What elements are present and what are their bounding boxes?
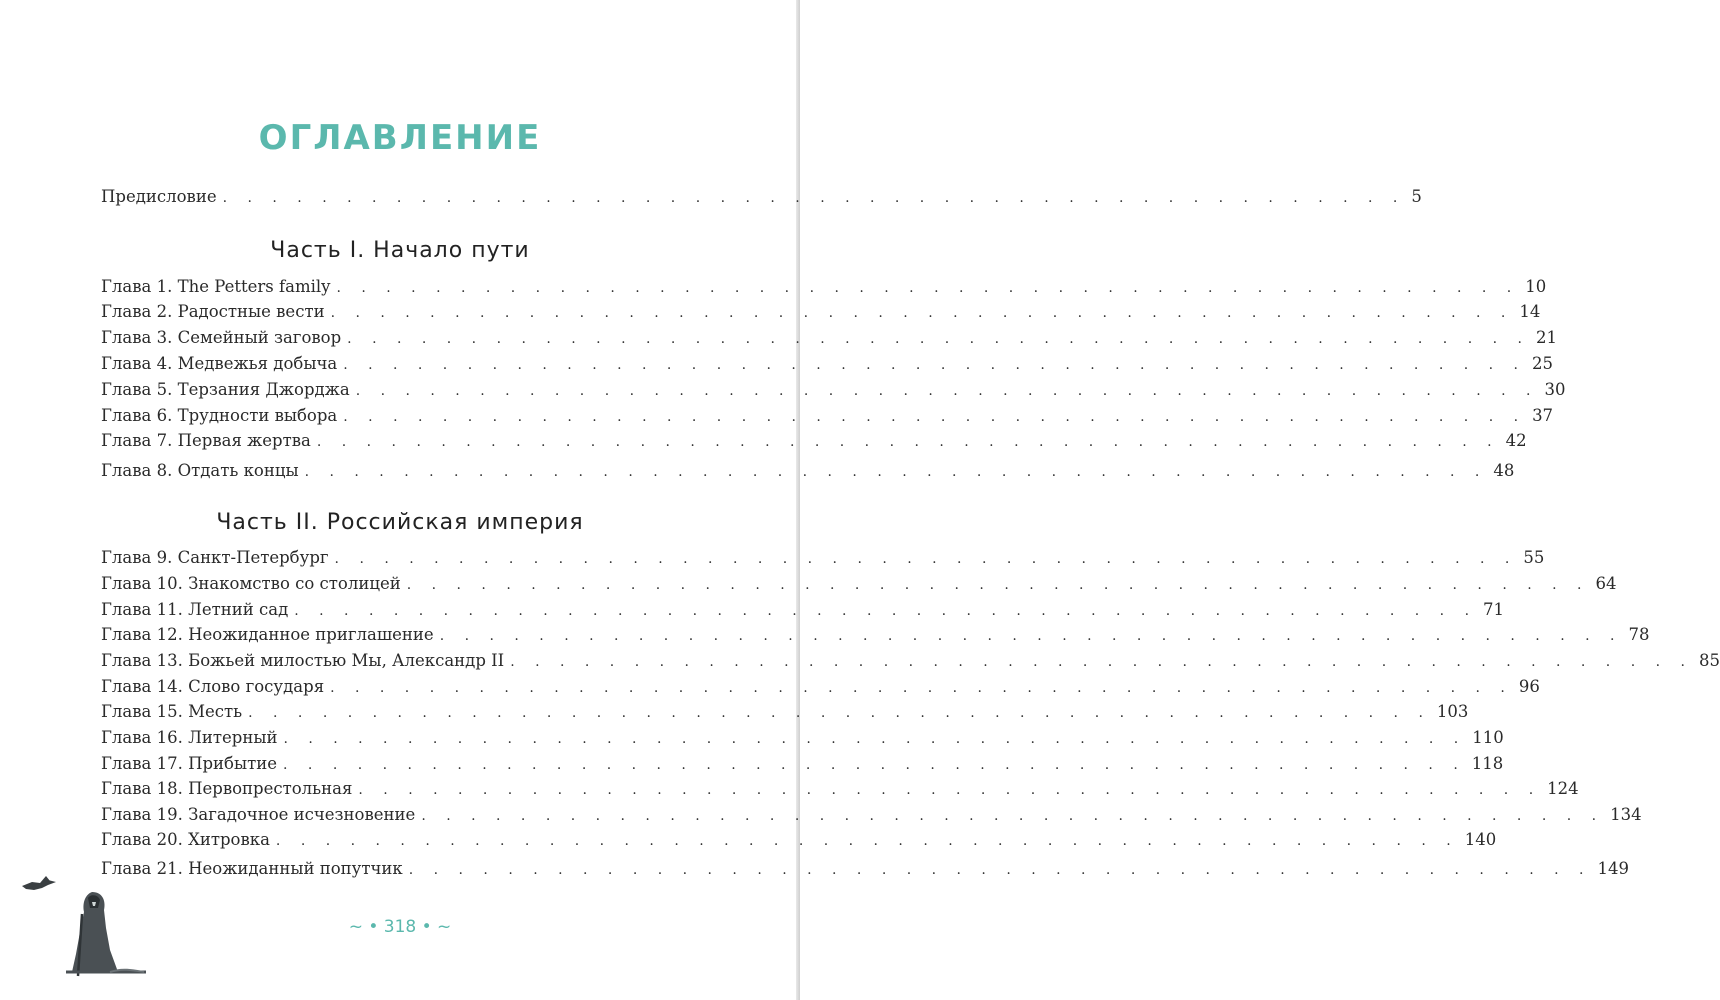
- dot-leader: . . . . . . . . . . . . . . . . . . . . . . . . . . . . . . . . . . . . . . . . . . . . . . . .: [248, 705, 1431, 721]
- dot-leader: . . . . . . . . . . . . . . . . . . . . . . . . . . . . . . . . . . . . . . . . . . . . . . . .: [358, 782, 1542, 798]
- toc-row[interactable]: [101, 461, 1515, 485]
- toc-row[interactable]: [101, 677, 1540, 701]
- toc-page-number: 118: [1471, 754, 1504, 773]
- dot-leader: . . . . . . . . . . . . . . . . . . . . . . . . . . . . . . . . . . . . . . . . . . . . . . . .: [275, 833, 1459, 849]
- toc-label: Глава 20. Хитровка: [101, 830, 270, 849]
- dot-leader: . . . . . . . . . . . . . . . . . . . . . . . . . . . . . . . . . . . . . . . . . . . . . . . .: [355, 383, 1539, 399]
- dot-leader: . . . . . . . . . . . . . . . . . . . . . . . . . . . . . . . . . . . . . . . . . . . . . . . .: [316, 434, 1500, 450]
- dot-leader: . . . . . . . . . . . . . . . . . . . . . . . . . . . . . . . . . . . . . . . . . . . . . . . .: [294, 603, 1478, 619]
- toc-label: Глава 2. Радостные вести: [101, 302, 325, 321]
- toc-row[interactable]: [101, 548, 1545, 572]
- toc-page-number: 30: [1544, 380, 1566, 399]
- dot-leader: . . . . . . . . . . . . . . . . . . . . . . . . . . . . . . . . . . . . . . . . . . . . . . . .: [283, 757, 1466, 773]
- dot-leader: . . . . . . . . . . . . . . . . . . . . . . . . . . . . . . . . . . . . . . . . . . . . . . . .: [408, 862, 1592, 878]
- toc-page-number: 134: [1610, 805, 1642, 824]
- toc-page-number: 71: [1483, 600, 1505, 619]
- toc-label: Глава 14. Слово государя: [101, 677, 325, 696]
- toc-label: Глава 15. Месть: [101, 702, 243, 721]
- dot-leader: . . . . . . . . . . . . . . . . . . . . . . . . . . . . . . . . . . . . . . . . . . . . . . . .: [510, 654, 1693, 670]
- toc-row[interactable]: [101, 406, 1554, 430]
- toc-page-number: 64: [1595, 574, 1617, 593]
- toc-label: Глава 7. Первая жертва: [101, 431, 311, 450]
- toc-page-number: 96: [1518, 677, 1540, 696]
- crow-icon: [22, 876, 56, 890]
- part-heading: Часть II. Российская империя: [216, 510, 584, 535]
- toc-row[interactable]: [101, 702, 1469, 726]
- toc-label: Глава 17. Прибытие: [101, 754, 278, 773]
- toc-row[interactable]: [101, 328, 1557, 352]
- toc-page-number: 55: [1523, 548, 1545, 567]
- dot-leader: . . . . . . . . . . . . . . . . . . . . . . . . . . . . . . . . . . . . . . . . . . . . . . . .: [304, 464, 1488, 480]
- toc-label: Глава 18. Первопрестольная: [101, 779, 353, 798]
- dot-leader: . . . . . . . . . . . . . . . . . . . . . . . . . . . . . . . . . . . . . . . . . . . . . . . .: [406, 577, 1590, 593]
- toc-page-number: 25: [1531, 354, 1553, 373]
- toc-page-number: 110: [1472, 728, 1504, 747]
- toc-page-number: 103: [1436, 702, 1469, 721]
- toc-label: Глава 1. The Petters family: [101, 277, 331, 296]
- toc-row[interactable]: [101, 625, 1650, 649]
- toc-page-number: 10: [1525, 277, 1547, 296]
- toc-label: Глава 5. Терзания Джорджа: [101, 380, 350, 399]
- toc-page-number: 37: [1532, 406, 1554, 425]
- toc-label: Глава 8. Отдать концы: [101, 461, 299, 480]
- dot-leader: . . . . . . . . . . . . . . . . . . . . . . . . . . . . . . . . . . . . . . . . . . . . . . . .: [439, 628, 1623, 644]
- toc-page-number: 42: [1505, 431, 1527, 450]
- toc-label: Глава 12. Неожиданное приглашение: [101, 625, 434, 644]
- toc-page-number: 140: [1464, 830, 1497, 849]
- toc-label: Глава 11. Летний сад: [101, 600, 289, 619]
- toc-row[interactable]: [101, 380, 1566, 404]
- toc-row[interactable]: [101, 651, 1720, 675]
- toc-row[interactable]: [101, 277, 1547, 301]
- dot-leader: . . . . . . . . . . . . . . . . . . . . . . . . . . . . . . . . . . . . . . . . . . . . . . . .: [336, 280, 1520, 296]
- toc-label: Глава 21. Неожиданный попутчик: [101, 859, 403, 878]
- toc-row[interactable]: [101, 830, 1497, 854]
- toc-page-number: 48: [1493, 461, 1515, 480]
- toc-page-number: 149: [1597, 859, 1629, 878]
- toc-row[interactable]: [101, 728, 1504, 752]
- dot-leader: . . . . . . . . . . . . . . . . . . . . . . . . . . . . . . . . . . . . . . . . . . . . . . . .: [330, 680, 1513, 696]
- toc-row[interactable]: [101, 805, 1642, 829]
- toc-row[interactable]: [101, 574, 1617, 598]
- page-number: ~ • 318 • ~: [348, 917, 452, 937]
- toc-label: Глава 3. Семейный заговор: [101, 328, 342, 347]
- toc-label: Глава 16. Литерный: [101, 728, 278, 747]
- dot-leader: . . . . . . . . . . . . . . . . . . . . . . . . . . . . . . . . . . . . . . . . . . . . . . . .: [343, 409, 1527, 425]
- dot-leader: . . . . . . . . . . . . . . . . . . . . . . . . . . . . . . . . . . . . . . . . . . . . . . . .: [421, 808, 1605, 824]
- toc-row[interactable]: [101, 354, 1553, 378]
- dot-leader: . . . . . . . . . . . . . . . . . . . . . . . . . . . . . . . . . . . . . . . . . . . . . . . .: [334, 551, 1518, 567]
- toc-label: Глава 10. Знакомство со столицей: [101, 574, 401, 593]
- toc-page-number: 5: [1411, 187, 1422, 206]
- toc-label: Глава 13. Божьей милостью Мы, Александр II: [101, 651, 505, 670]
- toc-row[interactable]: [101, 600, 1505, 624]
- toc-page-number: 124: [1547, 779, 1579, 798]
- toc-page-number: 14: [1519, 302, 1541, 321]
- toc-page-number: 85: [1698, 651, 1720, 670]
- toc-label: Предисловие: [101, 187, 217, 206]
- dot-leader: . . . . . . . . . . . . . . . . . . . . . . . . . . . . . . . . . . . . . . . . . . . . . . . .: [330, 305, 1514, 321]
- part-heading: Часть I. Начало пути: [270, 238, 530, 263]
- toc-row[interactable]: [101, 431, 1527, 455]
- toc-label: Глава 6. Трудности выбора: [101, 406, 338, 425]
- toc-label: Глава 9. Санкт-Петербург: [101, 548, 329, 567]
- dot-leader: . . . . . . . . . . . . . . . . . . . . . . . . . . . . . . . . . . . . . . . . . . . . . . . .: [222, 190, 1406, 206]
- toc-row[interactable]: [101, 302, 1541, 326]
- toc-page-number: 78: [1628, 625, 1650, 644]
- dot-leader: . . . . . . . . . . . . . . . . . . . . . . . . . . . . . . . . . . . . . . . . . . . . . . . .: [283, 731, 1467, 747]
- toc-label: Глава 4. Медвежья добыча: [101, 354, 338, 373]
- dot-leader: . . . . . . . . . . . . . . . . . . . . . . . . . . . . . . . . . . . . . . . . . . . . . . . .: [343, 357, 1526, 373]
- toc-label: Глава 19. Загадочное исчезновение: [101, 805, 416, 824]
- dot-leader: . . . . . . . . . . . . . . . . . . . . . . . . . . . . . . . . . . . . . . . . . . . . . . . .: [347, 331, 1530, 347]
- toc-row[interactable]: [101, 859, 1629, 883]
- toc-page-number: 21: [1535, 328, 1557, 347]
- page-title: ОГЛАВЛЕНИЕ: [258, 118, 542, 158]
- toc-row-preface[interactable]: [101, 187, 1422, 211]
- toc-row[interactable]: [101, 754, 1504, 778]
- toc-row[interactable]: [101, 779, 1579, 803]
